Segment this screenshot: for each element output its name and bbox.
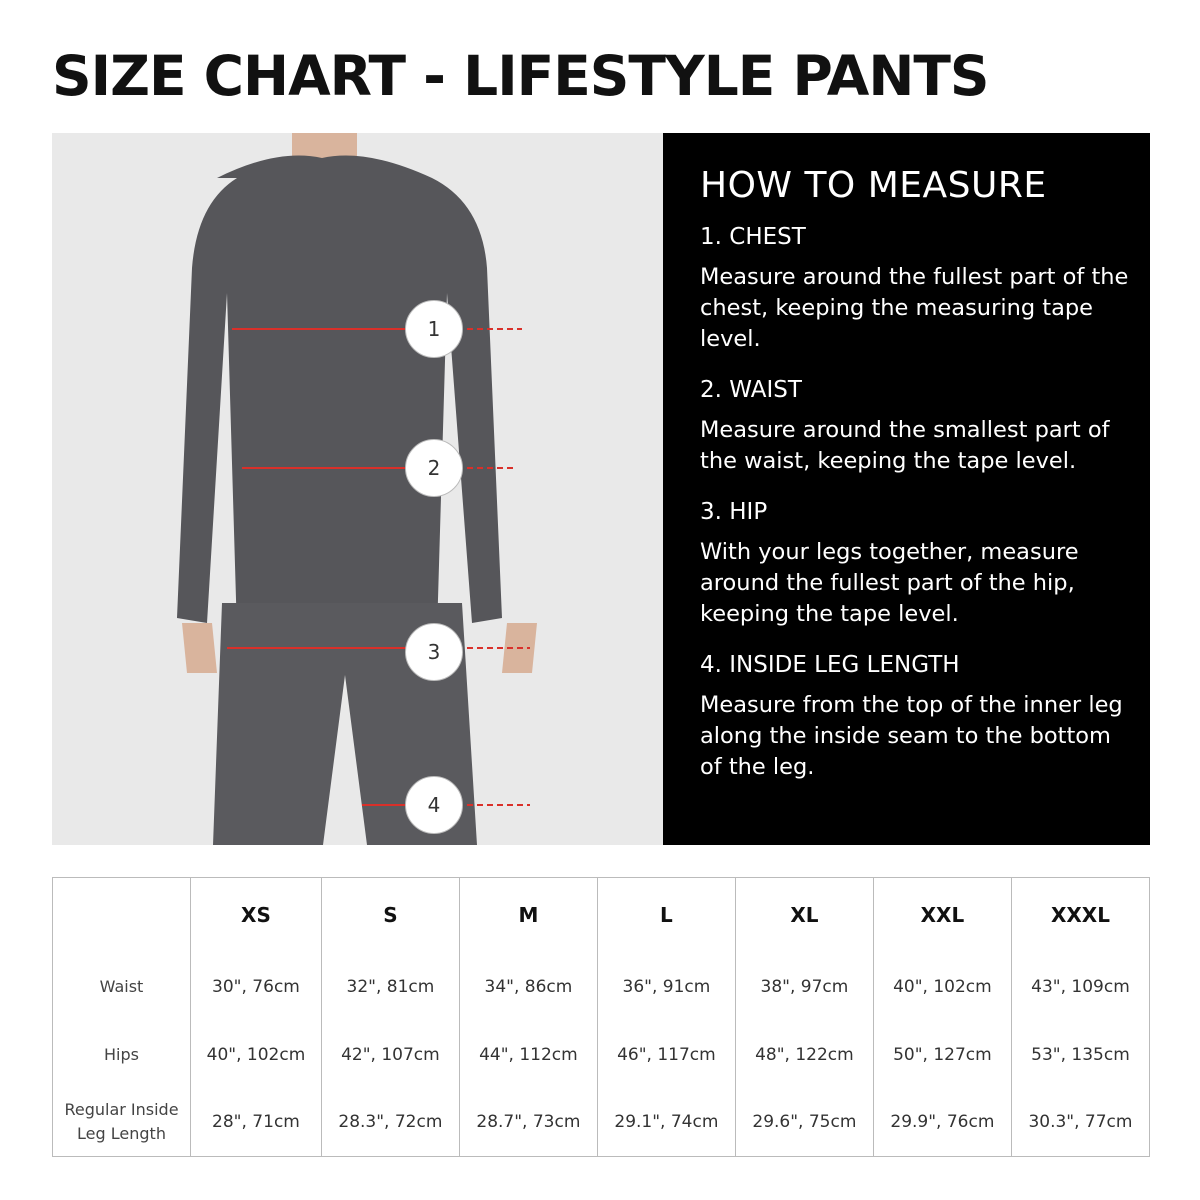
how-to-heading: HOW TO MEASURE [700, 165, 1047, 206]
row-label: Waist [53, 953, 191, 1021]
table-row [53, 1021, 1150, 1089]
cell: 40", 102cm [191, 1021, 322, 1089]
size-header: XXL [873, 878, 1011, 953]
size-header: XS [191, 878, 322, 953]
cell: 28.3", 72cm [321, 1089, 459, 1157]
marker-chest: 1 [405, 300, 463, 358]
cell: 30.3", 77cm [1011, 1089, 1149, 1157]
corner-cell [53, 878, 191, 953]
cell: 30", 76cm [191, 953, 322, 1021]
marker-hip: 3 [405, 623, 463, 681]
cell: 36", 91cm [597, 953, 735, 1021]
table-row [53, 953, 1150, 1021]
how-to-measure-panel [663, 133, 1150, 845]
model-figure [52, 133, 663, 845]
cell: 44", 112cm [459, 1021, 597, 1089]
cell: 48", 122cm [735, 1021, 873, 1089]
marker-waist: 2 [405, 439, 463, 497]
cell: 42", 107cm [321, 1021, 459, 1089]
size-header: S [321, 878, 459, 953]
size-header: M [459, 878, 597, 953]
size-header: L [597, 878, 735, 953]
step-text: Measure around the smallest part of the waist, keeping the tape level. [700, 417, 1110, 474]
cell: 29.9", 76cm [873, 1089, 1011, 1157]
cell: 28.7", 73cm [459, 1089, 597, 1157]
step-title: 4. INSIDE LEG LENGTH [700, 652, 960, 678]
step-text: Measure from the top of the inner leg along the inside seam to the bottom of the leg. [700, 692, 1123, 780]
step-text: Measure around the fullest part of the chest, keeping the measuring tape level. [700, 264, 1129, 352]
step-title: 1. CHEST [700, 224, 806, 250]
step-title: 2. WAIST [700, 377, 802, 403]
cell: 29.1", 74cm [597, 1089, 735, 1157]
cell: 38", 97cm [735, 953, 873, 1021]
cell: 50", 127cm [873, 1021, 1011, 1089]
table-row [53, 1089, 1150, 1157]
cell: 32", 81cm [321, 953, 459, 1021]
size-header: XXXL [1011, 878, 1149, 953]
cell: 28", 71cm [191, 1089, 322, 1157]
cell: 46", 117cm [597, 1021, 735, 1089]
size-table [52, 877, 1150, 1157]
cell: 43", 109cm [1011, 953, 1149, 1021]
header-row [53, 878, 1150, 953]
row-label: Hips [53, 1021, 191, 1089]
size-header: XL [735, 878, 873, 953]
page-title: SIZE CHART - LIFESTYLE PANTS [52, 44, 989, 108]
cell: 40", 102cm [873, 953, 1011, 1021]
marker-leg: 4 [405, 776, 463, 834]
step-title: 3. HIP [700, 499, 768, 525]
step-text: With your legs together, measure around the fullest part of the hip, keeping the tape level. [700, 539, 1079, 627]
cell: 53", 135cm [1011, 1021, 1149, 1089]
model-photo [52, 133, 663, 845]
cell: 29.6", 75cm [735, 1089, 873, 1157]
cell: 34", 86cm [459, 953, 597, 1021]
row-label: Regular Inside Leg Length [53, 1089, 191, 1157]
